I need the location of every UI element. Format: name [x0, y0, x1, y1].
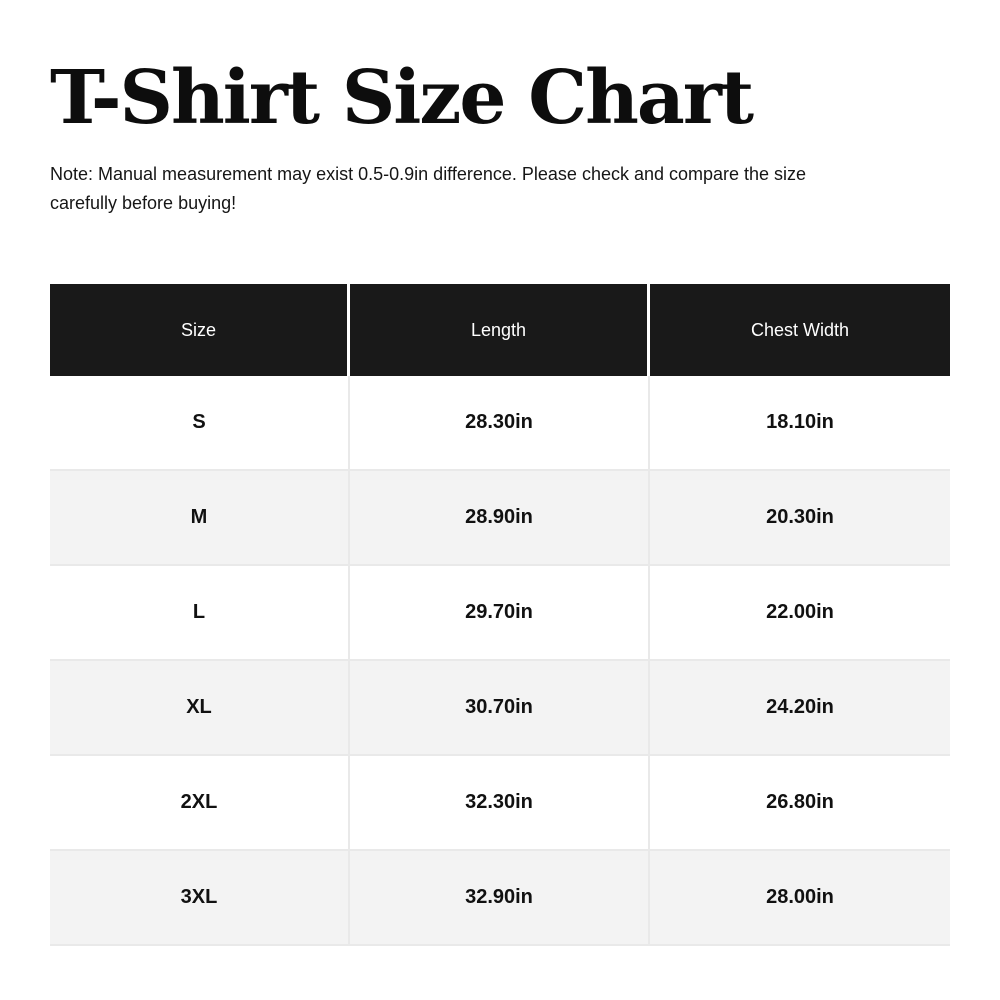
header-cell-size: Size	[50, 284, 350, 376]
table-row	[50, 376, 950, 471]
cell-chest-width: 18.10in	[650, 376, 950, 471]
header-cell-length: Length	[350, 284, 650, 376]
cell-size: 2XL	[50, 756, 350, 851]
cell-size: M	[50, 471, 350, 566]
table-row	[50, 756, 950, 851]
page-title: T-Shirt Size Chart	[50, 55, 753, 141]
note-text	[50, 160, 806, 218]
cell-length: 30.70in	[350, 661, 650, 756]
cell-size: L	[50, 566, 350, 661]
size-chart-table	[50, 284, 950, 946]
cell-chest-width: 24.20in	[650, 661, 950, 756]
table-row	[50, 471, 950, 566]
cell-size: XL	[50, 661, 350, 756]
table-header-row	[50, 284, 950, 376]
cell-length: 32.90in	[350, 851, 650, 946]
cell-chest-width: 22.00in	[650, 566, 950, 661]
cell-length: 28.90in	[350, 471, 650, 566]
table-row	[50, 566, 950, 661]
note-line-1: Note: Manual measurement may exist 0.5-0.9in difference. Please check and compare the size	[50, 164, 807, 184]
cell-length: 28.30in	[350, 376, 650, 471]
table-row	[50, 661, 950, 756]
header-cell-chest-width: Chest Width	[650, 284, 950, 376]
cell-length: 29.70in	[350, 566, 650, 661]
table-row	[50, 851, 950, 946]
cell-chest-width: 26.80in	[650, 756, 950, 851]
cell-size: S	[50, 376, 350, 471]
cell-size: 3XL	[50, 851, 350, 946]
cell-chest-width: 28.00in	[650, 851, 950, 946]
cell-chest-width: 20.30in	[650, 471, 950, 566]
cell-length: 32.30in	[350, 756, 650, 851]
note-line-2: carefully before buying!	[50, 193, 237, 213]
